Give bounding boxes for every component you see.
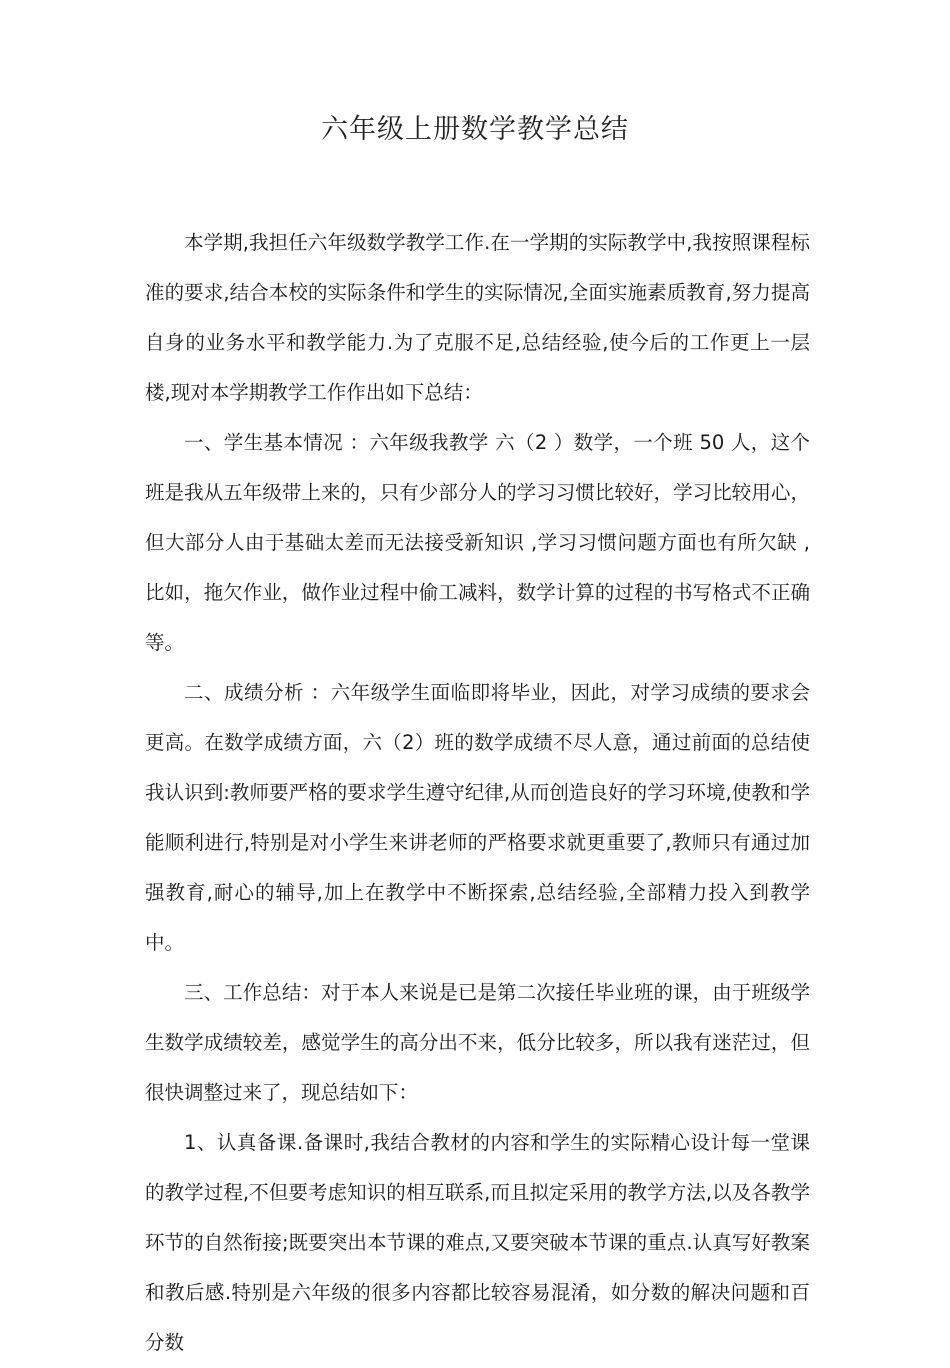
document-title: 六年级上册数学教学总结 [321,114,629,145]
paragraph-intro: 本学期,我担任六年级数学教学工作.在一学期的实际教学中,我按照课程标准的要求,结合本校的实际条件和学生的实际情况,全面实施素质教育,努力提高自身的业务水平和教学能力.为了克服不足,总结经验,使今后的工作更上一层楼,现对本学期教学工作作出如下总结： [145,231,810,404]
paragraph-score-analysis: 二、成绩分析 ：六年级学生面临即将毕业，因此，对学习成绩的要求会更高。在数学成绩方面，六（2）班的数学成绩不尽人意，通过前面的总结使我认识到:教师要严格的要求学生遵守纪律,从而创造良好的学习环境,使教和学能顺利进行,特别是对小学生来讲老师的严格要求就更重要了,教师只有通过加强教育,耐心的辅导,加上在教学中不断探索,总结经验,全部精力投入到教学中。 [145,681,810,954]
paragraph-student-situation: 一、学生基本情况 ：六年级我教学 六（2 ）数学，一个班 50 人，这个班是我从五年级带上来的，只有少部分人的学习习惯比较好，学习比较用心，但大部分人由于基础太差而无法接受新知识 ,学习习惯问题方面也有所欠缺 ,比如，拖欠作业，做作业过程中偷工减料，数学计算的过程的书写格式不正确等。 [145,431,810,654]
paragraph-work-summary: 三、工作总结：对于本人来说是已是第二次接任毕业班的课，由于班级学生数学成绩较差，感觉学生的高分出不来，低分比较多，所以我有迷茫过，但很快调整过来了，现总结如下： [145,981,810,1104]
paragraph-lesson-preparation: 1、认真备课.备课时,我结合教材的内容和学生的实际精心设计每一堂课的教学过程,不但要考虑知识的相互联系,而且拟定采用的教学方法,以及各教学环节的自然衔接;既要突出本节课的难点,又要突破本节课的重点.认真写好教案和教后感.特别是六年级的很多内容都比较容易混淆，如分数的解决问题和百分数 [145,1131,810,1354]
document-body [145,218,810,1368]
